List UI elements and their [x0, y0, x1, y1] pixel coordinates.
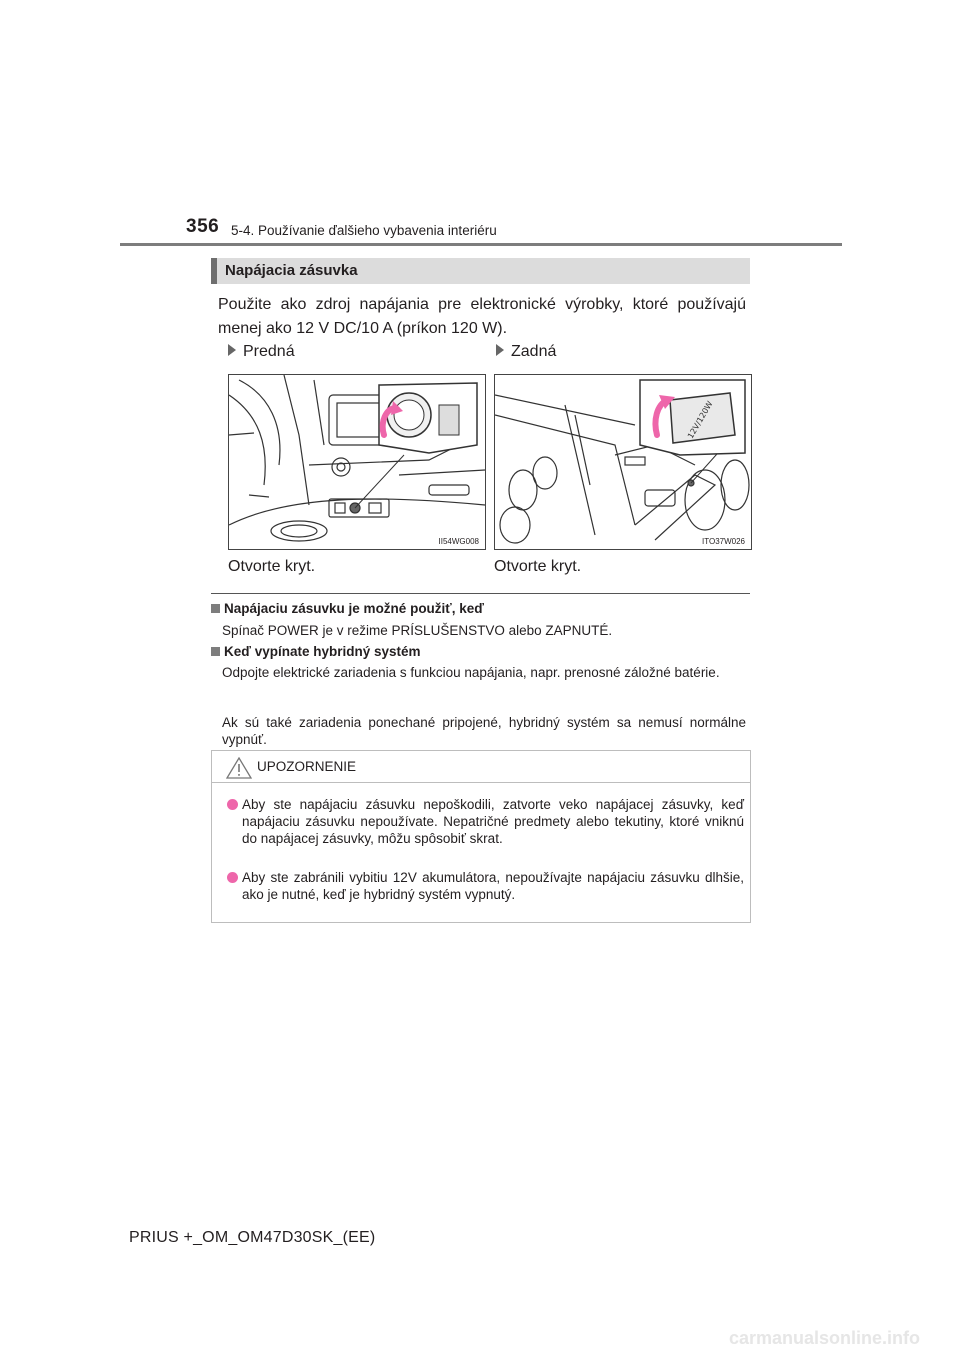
socket-rating-text: 12V/120W [686, 399, 715, 441]
front-caption: Otvorte kryt. [228, 558, 316, 575]
note-body: Ak sú také zariadenia ponechané pripojené, hybridný systém sa nemusí normálne vypnúť. [222, 715, 746, 747]
watermark: carmanualsonline.info [729, 1328, 921, 1348]
warning-item: Aby ste zabránili vybitiu 12V akumulátora, nepoužívajte napájaciu zásuvku dlhšie, ako je nutné, keď je hybridný systém vypnutý. [242, 869, 744, 903]
warning-box [211, 750, 751, 923]
rear-caption: Otvorte kryt. [494, 558, 582, 575]
triangle-bullet-icon [228, 344, 236, 356]
console-rear-drawing [495, 375, 751, 549]
pink-bullet-icon [227, 799, 238, 810]
warning-item: Aby ste napájaciu zásuvku nepoškodili, zatvorte veko napájacej zásuvky, keď napájaciu zásuvku nepoužívate. Nepatričné predmety alebo tekutiny, ktoré vniknú do napájacej zásuvky, môžu spôsobiť skrat. [242, 796, 744, 847]
warning-title: UPOZORNENIE [257, 759, 357, 774]
section-title: Napájacia zásuvka [225, 262, 358, 279]
dashboard-front-drawing [229, 375, 485, 549]
page-number: 356 [186, 216, 220, 237]
rear-socket-illustration [494, 374, 752, 550]
warning-header-rule [212, 782, 750, 783]
header-rule [120, 243, 842, 246]
triangle-bullet-icon [496, 344, 504, 356]
rear-view-label: Zadná [496, 343, 556, 361]
warning-triangle-icon [226, 757, 252, 779]
note-body: Spínač POWER je v režime PRÍSLUŠENSTVO alebo ZAPNUTÉ. [222, 623, 613, 638]
title-accent [211, 258, 217, 284]
intro-text: Použite ako zdroj napájania pre elektronické výrobky, ktoré používajú menej ako 12 V DC/10 A (príkon 120 W). [218, 296, 746, 337]
section-title-bar [211, 258, 750, 284]
figure-code: ITO37W026 [702, 537, 745, 546]
square-bullet-icon [211, 604, 220, 613]
section-header: 5-4. Používanie ďalšieho vybavenia interiéru [231, 223, 497, 238]
note-heading: Napájaciu zásuvku je možné použiť, keď [211, 601, 484, 616]
note-heading: Keď vypínate hybridný systém [211, 644, 421, 659]
document-id: PRIUS +_OM_OM47D30SK_(EE) [129, 1229, 376, 1246]
section-divider [211, 593, 750, 594]
front-socket-illustration [228, 374, 486, 550]
pink-bullet-icon [227, 872, 238, 883]
square-bullet-icon [211, 647, 220, 656]
note-body: Odpojte elektrické zariadenia s funkciou napájania, napr. prenosné záložné batérie. [222, 665, 720, 680]
figure-code: II54WG008 [438, 537, 479, 546]
front-view-label: Predná [228, 343, 295, 361]
